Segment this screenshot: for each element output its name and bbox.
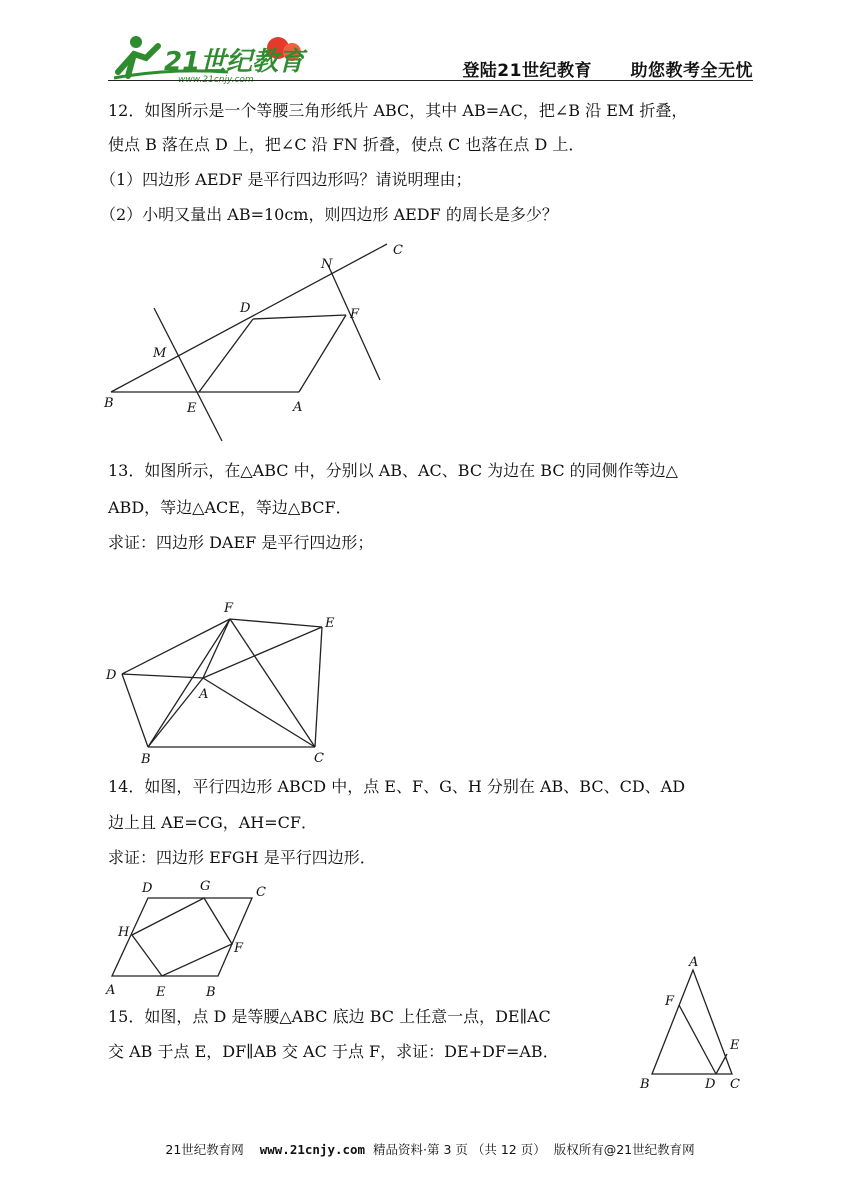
p13-line-2: ABD，等边△ACE，等边△BCF． <box>108 498 352 517</box>
edge-d-a <box>122 674 203 678</box>
footer-url[interactable]: www.21cnjy.com <box>259 1142 366 1157</box>
quadrilateral-efgh <box>132 898 232 976</box>
label-m: M <box>153 346 167 361</box>
label-b: B <box>141 752 151 767</box>
edge-b-c <box>111 244 387 392</box>
edge-b-f <box>148 619 230 747</box>
label-g: G <box>200 879 211 894</box>
label-f: F <box>224 601 234 616</box>
p15-line-1: 15．如图，点 D 是等腰△ABC 底边 BC 上任意一点，DE∥AC <box>108 1007 551 1026</box>
label-d: D <box>705 1077 716 1092</box>
header-divider <box>108 80 753 81</box>
slogan-right: 助您教考全无忧 <box>630 61 753 81</box>
p12-line-1: 12．如图所示是一个等腰三角形纸片 ABC，其中 AB=AC，把∠B 沿 EM 折叠， <box>108 101 688 120</box>
label-a: A <box>199 687 209 702</box>
edge-a-f <box>203 619 230 678</box>
triangle-abc <box>652 970 732 1074</box>
p12-line-2: 使点 B 落在点 D 上，把∠C 沿 FN 折叠，使点 C 也落在点 D 上． <box>108 135 585 154</box>
label-n: N <box>321 257 333 272</box>
edge-f-e <box>230 619 322 627</box>
logo-url: www.21cnjy.com <box>178 75 254 84</box>
label-a: A <box>689 955 699 970</box>
segment-d-e <box>716 1054 727 1074</box>
header-slogan <box>462 56 753 81</box>
logo-text: 21世纪教育 <box>164 47 305 77</box>
label-e: E <box>156 985 166 1000</box>
label-f: F <box>234 941 244 956</box>
label-b: B <box>104 396 114 411</box>
edge-f-c <box>230 619 315 747</box>
label-c: C <box>314 751 324 766</box>
figure-12 <box>100 235 410 445</box>
page-footer <box>0 1140 860 1158</box>
footer-page-info: 精品资料·第 3 页 （共 12 页） <box>373 1142 546 1157</box>
edge-a-f <box>299 315 346 392</box>
figure-13 <box>100 595 350 775</box>
edge-a-e <box>203 627 322 678</box>
label-d: D <box>240 301 251 316</box>
edge-e-c <box>315 627 322 747</box>
label-d: D <box>142 881 153 896</box>
p14-line-2: 边上且 AE=CG，AH=CF． <box>108 813 318 832</box>
edge-b-a <box>148 678 203 747</box>
label-h: H <box>118 925 130 940</box>
logo <box>108 28 308 84</box>
p13-line-1: 13．如图所示，在△ABC 中，分别以 AB、AC、BC 为边在 BC 的同侧作等边△ <box>108 461 678 480</box>
figure-15 <box>630 950 750 1095</box>
fold-line-fn <box>328 265 380 380</box>
label-c: C <box>730 1077 740 1092</box>
footer-copyright: 版权所有@21世纪教育网 <box>553 1142 695 1157</box>
label-c: C <box>393 243 403 258</box>
p13-line-3: 求证：四边形 DAEF 是平行四边形； <box>108 533 374 552</box>
label-d: D <box>106 668 117 683</box>
label-b: B <box>640 1077 650 1092</box>
edge-d-f <box>122 619 230 674</box>
label-e: E <box>325 616 335 631</box>
label-c: C <box>256 885 266 900</box>
label-f: F <box>350 307 360 322</box>
p12-line-4: （2）小明又量出 AB=10cm，则四边形 AEDF 的周长是多少？ <box>100 205 558 224</box>
p12-line-3: （1）四边形 AEDF 是平行四边形吗？请说明理由； <box>100 170 472 189</box>
label-a: A <box>293 400 303 415</box>
edge-a-c <box>203 678 315 747</box>
label-b: B <box>206 985 216 1000</box>
slogan-left: 登陆21世纪教育 <box>462 61 592 81</box>
label-f: F <box>665 994 675 1009</box>
p14-line-3: 求证：四边形 EFGH 是平行四边形． <box>108 848 376 867</box>
label-a: A <box>106 983 116 998</box>
footer-site: 21世纪教育网 <box>165 1142 244 1157</box>
p15-line-2: 交 AB 于点 E，DF∥AB 交 AC 于点 F，求证：DE+DF=AB． <box>108 1042 559 1061</box>
edge-d-f <box>253 315 346 319</box>
p14-line-1: 14．如图，平行四边形 ABCD 中，点 E、F、G、H 分别在 AB、BC、CD、AD <box>108 777 686 796</box>
figure-14 <box>100 870 280 1005</box>
label-e: E <box>187 401 197 416</box>
edge-d-b <box>122 674 148 747</box>
label-e: E <box>730 1038 740 1053</box>
